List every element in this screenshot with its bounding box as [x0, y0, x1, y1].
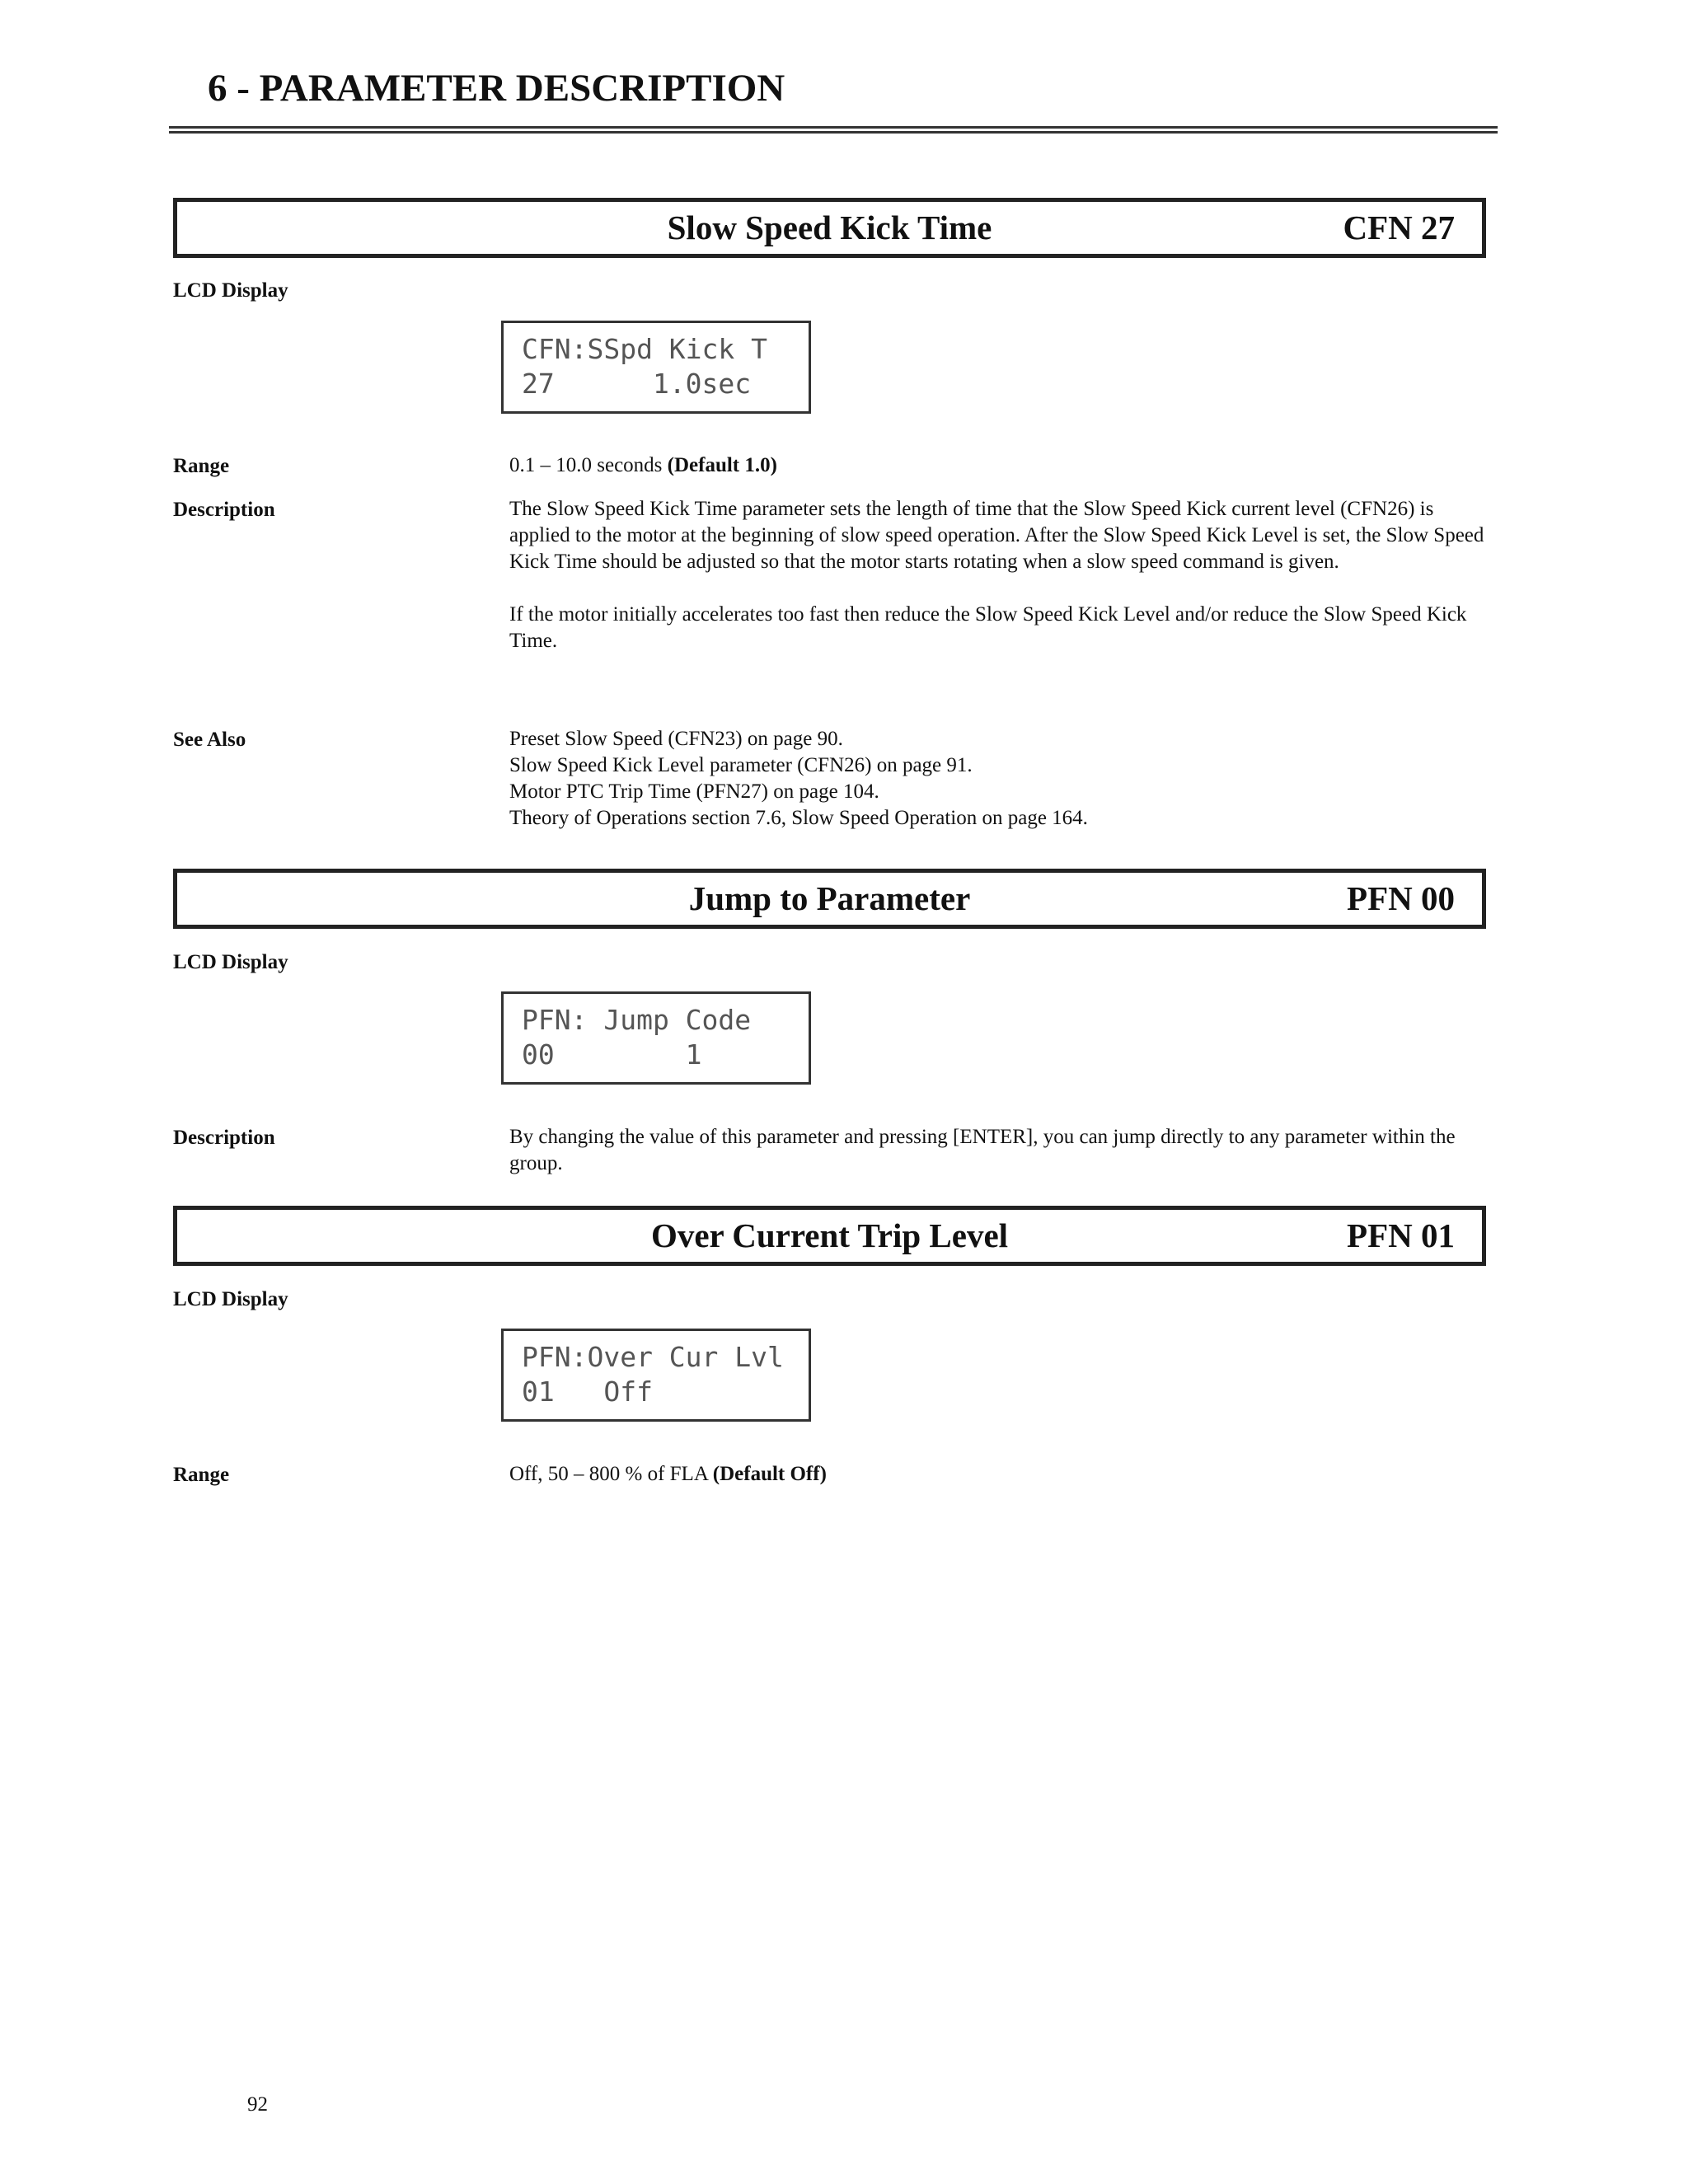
lcd-display-label: LCD Display [173, 951, 288, 973]
description-paragraph: The Slow Speed Kick Time parameter sets the length of time that the Slow Speed Kick current level (CFN26) is applied to the motor at the beginning of slow speed operation. After the Slow Speed Kick Level is set, the Slow Speed Kick Time should be adjusted so that the motor starts rotating when a slow speed command is given. [509, 498, 1484, 573]
see-also-label: See Also [173, 729, 246, 751]
lcd-line-1: CFN:SSpd Kick T [522, 333, 768, 365]
range-label: Range [173, 455, 230, 477]
page-number: 92 [247, 2093, 268, 2116]
description-text [509, 1124, 1490, 1177]
range-text: 0.1 – 10.0 seconds [509, 454, 663, 476]
range-value [509, 452, 1490, 479]
range-default: (Default 1.0) [667, 454, 777, 476]
lcd-display [501, 321, 811, 414]
description-text [509, 496, 1490, 654]
section-title: Slow Speed Kick Time [667, 209, 992, 246]
section-code: PFN 00 [1347, 879, 1455, 917]
description-label: Description [173, 499, 275, 521]
lcd-line-1: PFN: Jump Code [522, 1004, 752, 1036]
section-title: Jump to Parameter [688, 879, 971, 917]
section-header-pfn01 [173, 1206, 1486, 1266]
lcd-display [501, 1329, 811, 1422]
lcd-display-label: LCD Display [173, 1288, 288, 1310]
page-title: 6 - PARAMETER DESCRIPTION [208, 67, 785, 110]
section-header-cfn27 [173, 198, 1486, 258]
lcd-line-2: 01 Off [522, 1376, 653, 1408]
section-code: PFN 01 [1347, 1216, 1455, 1254]
range-value [509, 1461, 1490, 1488]
lcd-line-2: 00 1 [522, 1038, 702, 1071]
see-also-item: Theory of Operations section 7.6, Slow Speed Operation on page 164. [509, 807, 1088, 829]
description-paragraph: If the motor initially accelerates too fast then reduce the Slow Speed Kick Level and/or reduce the Slow Speed Kick Time. [509, 603, 1467, 652]
lcd-display-label: LCD Display [173, 279, 288, 302]
lcd-line-2: 27 1.0sec [522, 368, 752, 400]
header-rule-top [169, 126, 1498, 129]
description-paragraph: By changing the value of this parameter and pressing [ENTER], you can jump directly to any parameter within the group. [509, 1126, 1456, 1174]
lcd-line-1: PFN:Over Cur Lvl [522, 1341, 784, 1373]
range-text: Off, 50 – 800 % of FLA [509, 1463, 708, 1485]
section-code: CFN 27 [1343, 209, 1455, 246]
lcd-display [501, 991, 811, 1085]
see-also-item: Slow Speed Kick Level parameter (CFN26) on page 91. [509, 754, 973, 776]
see-also-item: Motor PTC Trip Time (PFN27) on page 104. [509, 780, 879, 803]
range-default: (Default Off) [712, 1463, 827, 1485]
header-rule-bottom [169, 131, 1498, 134]
range-label: Range [173, 1464, 230, 1486]
see-also-item: Preset Slow Speed (CFN23) on page 90. [509, 728, 843, 750]
section-title: Over Current Trip Level [650, 1216, 1009, 1254]
section-header-pfn00 [173, 869, 1486, 929]
description-label: Description [173, 1127, 275, 1149]
see-also-list [509, 726, 1490, 832]
